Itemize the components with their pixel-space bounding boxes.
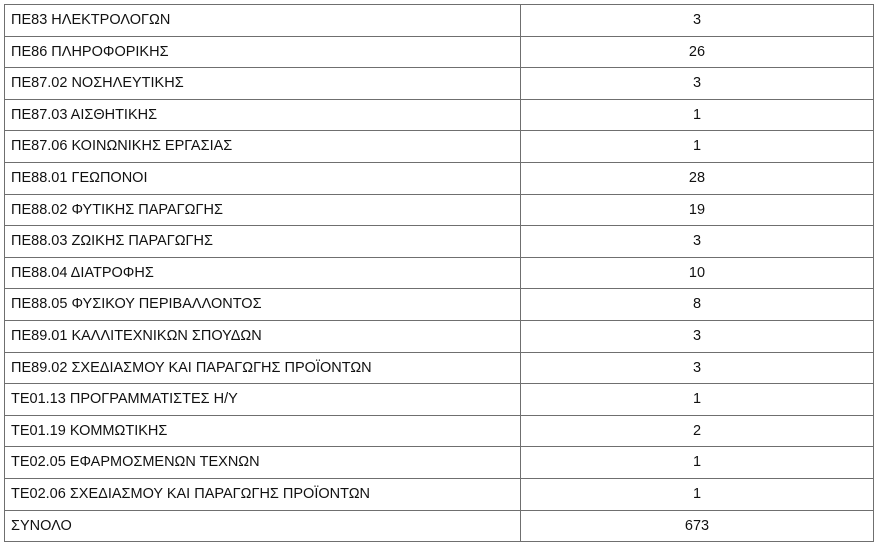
specialty-cell: ΠΕ87.06 ΚΟΙΝΩΝΙΚΗΣ ΕΡΓΑΣΙΑΣ (5, 131, 521, 163)
total-count: 673 (521, 510, 874, 542)
count-cell: 1 (521, 478, 874, 510)
specialty-cell: ΠΕ86 ΠΛΗΡΟΦΟΡΙΚΗΣ (5, 36, 521, 68)
table-row (5, 320, 874, 352)
table-row (5, 478, 874, 510)
count-cell: 2 (521, 415, 874, 447)
specialty-cell: ΠΕ88.05 ΦΥΣΙΚΟΥ ΠΕΡΙΒΑΛΛΟΝΤΟΣ (5, 289, 521, 321)
count-cell: 1 (521, 131, 874, 163)
table-row (5, 68, 874, 100)
table-row (5, 226, 874, 258)
count-cell: 3 (521, 68, 874, 100)
table-row (5, 131, 874, 163)
table-row (5, 194, 874, 226)
specialty-cell: ΠΕ87.03 ΑΙΣΘΗΤΙΚΗΣ (5, 99, 521, 131)
table-row (5, 5, 874, 37)
total-row (5, 510, 874, 542)
specialty-cell: ΤΕ02.06 ΣΧΕΔΙΑΣΜΟΥ ΚΑΙ ΠΑΡΑΓΩΓΗΣ ΠΡΟΪΟΝΤΩΝ (5, 478, 521, 510)
table-row (5, 99, 874, 131)
count-cell: 10 (521, 257, 874, 289)
count-cell: 3 (521, 5, 874, 37)
specialty-cell: ΠΕ88.04 ΔΙΑΤΡΟΦΗΣ (5, 257, 521, 289)
table-row (5, 289, 874, 321)
table-row (5, 415, 874, 447)
specialty-cell: ΠΕ83 ΗΛΕΚΤΡΟΛΟΓΩΝ (5, 5, 521, 37)
table-row (5, 257, 874, 289)
specialty-cell: ΠΕ88.03 ΖΩΙΚΗΣ ΠΑΡΑΓΩΓΗΣ (5, 226, 521, 258)
count-cell: 3 (521, 320, 874, 352)
positions-table (4, 4, 874, 542)
specialty-cell: ΠΕ88.01 ΓΕΩΠΟΝΟΙ (5, 162, 521, 194)
count-cell: 28 (521, 162, 874, 194)
specialty-cell: ΤΕ01.13 ΠΡΟΓΡΑΜΜΑΤΙΣΤΕΣ Η/Υ (5, 384, 521, 416)
specialty-cell: ΠΕ88.02 ΦΥΤΙΚΗΣ ΠΑΡΑΓΩΓΗΣ (5, 194, 521, 226)
specialty-cell: ΤΕ02.05 ΕΦΑΡΜΟΣΜΕΝΩΝ ΤΕΧΝΩΝ (5, 447, 521, 479)
count-cell: 8 (521, 289, 874, 321)
table-row (5, 384, 874, 416)
count-cell: 1 (521, 99, 874, 131)
total-label: ΣΥΝΟΛΟ (5, 510, 521, 542)
count-cell: 19 (521, 194, 874, 226)
table-row (5, 162, 874, 194)
specialty-cell: ΤΕ01.19 ΚΟΜΜΩΤΙΚΗΣ (5, 415, 521, 447)
count-cell: 3 (521, 226, 874, 258)
table-row (5, 447, 874, 479)
count-cell: 1 (521, 447, 874, 479)
specialty-cell: ΠΕ89.01 ΚΑΛΛΙΤΕΧΝΙΚΩΝ ΣΠΟΥΔΩΝ (5, 320, 521, 352)
specialty-cell: ΠΕ87.02 ΝΟΣΗΛΕΥΤΙΚΗΣ (5, 68, 521, 100)
count-cell: 3 (521, 352, 874, 384)
count-cell: 1 (521, 384, 874, 416)
table-row (5, 36, 874, 68)
count-cell: 26 (521, 36, 874, 68)
table-row (5, 352, 874, 384)
specialty-cell: ΠΕ89.02 ΣΧΕΔΙΑΣΜΟΥ ΚΑΙ ΠΑΡΑΓΩΓΗΣ ΠΡΟΪΟΝΤΩΝ (5, 352, 521, 384)
